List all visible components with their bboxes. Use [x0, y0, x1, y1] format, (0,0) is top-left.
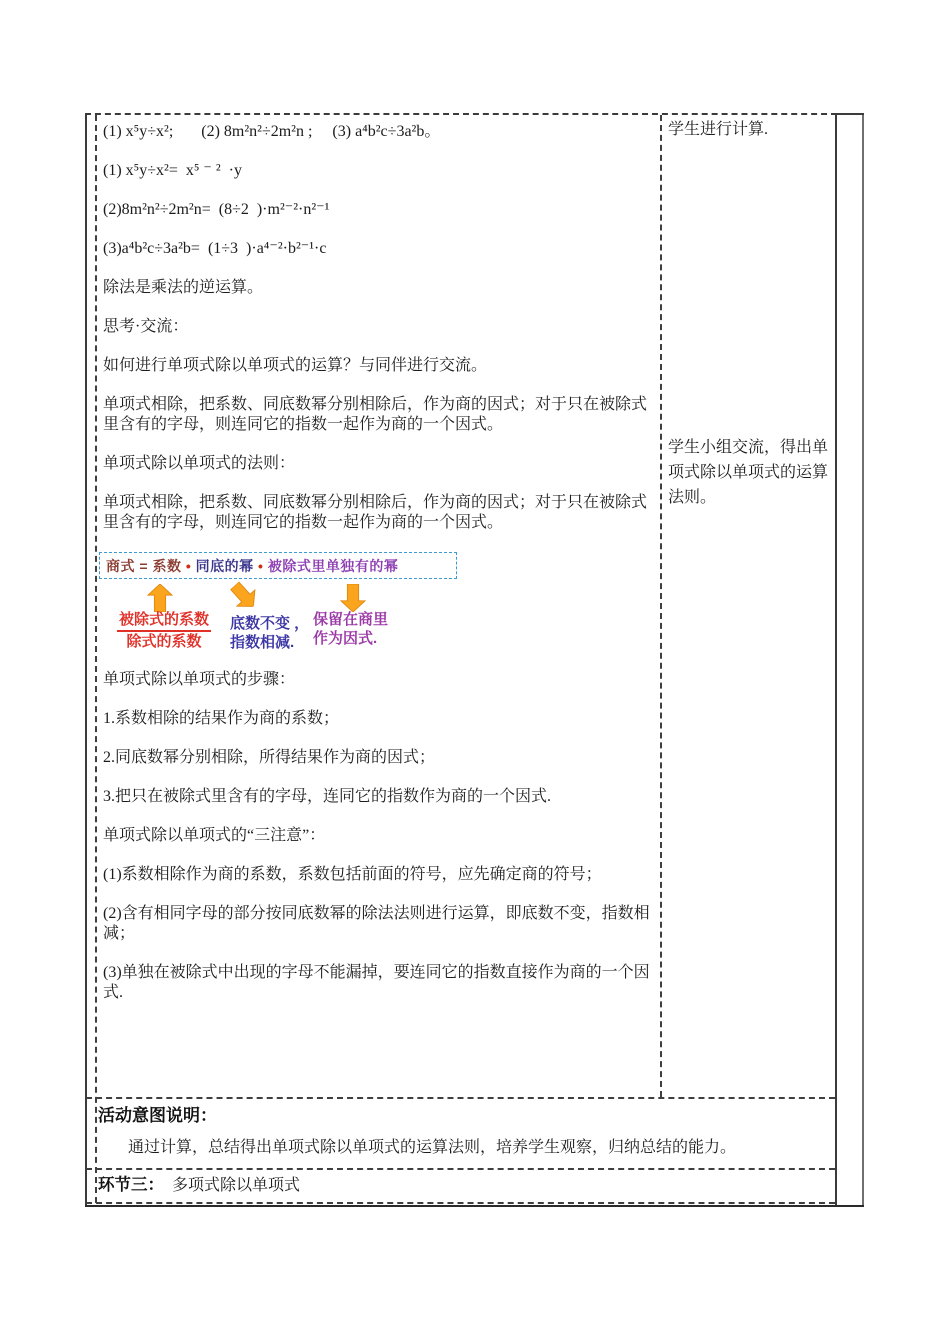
think-discuss-heading: 思考·交流： [103, 318, 189, 335]
teacher-note-calculation: 学生进行计算. [668, 121, 769, 138]
exercise-list: (1) x⁵y÷x²; (2) 8m²n²÷2m²n ; (3) a⁴b²c÷3a²b。 [103, 123, 441, 140]
formula-bullet-1: • [181, 558, 196, 574]
step-2: 2.同底数幂分别相除，所得结果作为商的因式； [103, 749, 436, 766]
step-3: 3.把只在被除式里含有的字母，连同它的指数作为商的一个因式. [103, 788, 552, 805]
table-border-left [85, 113, 87, 1207]
section-three-title: 多项式除以单项式 [172, 1177, 301, 1194]
lesson-content-cell [103, 122, 659, 1022]
keep-in-quotient-label-line1: 保留在商里 [313, 611, 389, 628]
steps-heading: 单项式除以单项式的步骤： [103, 671, 296, 688]
quotient-formula-diagram [103, 552, 659, 654]
lesson-plan-table [85, 113, 865, 1207]
base-exponent-label-line2: 指数相减. [230, 634, 295, 651]
diagonal-arrow-icon [225, 577, 263, 615]
section-three-label: 环节三： [98, 1176, 164, 1194]
solution-1: (1) x⁵y÷x²= x⁵ ⁻ ² ·y [103, 162, 242, 179]
keep-in-quotient-label-line2: 作为因式. [313, 630, 378, 647]
step-1: 1.系数相除的结果作为商的系数； [103, 710, 340, 727]
keep-in-quotient-label [313, 610, 388, 648]
formula-bullet-2: • [253, 558, 268, 574]
row-separator-activity [86, 1097, 835, 1099]
formula-box [99, 552, 457, 579]
discussion-question: 如何进行单项式除以单项式的运算？与同伴进行交流。 [103, 357, 488, 374]
table-border-notes-right [835, 113, 837, 1205]
base-exponent-label-line1: 底数不变 ， [230, 615, 310, 632]
fraction-denominator: 除式的系数 [126, 633, 202, 650]
teacher-note-group-discussion: 学生小组交流，得出单项式除以单项式的运算法则。 [668, 439, 829, 506]
fraction-numerator: 被除式的系数 [117, 610, 211, 632]
table-border-bottom [85, 1205, 864, 1207]
cell-separator-dashed [660, 115, 662, 1097]
activity-intent-heading: 活动意图说明： [98, 1106, 217, 1125]
rule-heading: 单项式除以单项式的法则： [103, 455, 296, 472]
row-separator-section3 [86, 1168, 835, 1170]
caution-2: (2)含有相同字母的部分按同底数幂的除法法则进行运算，即底数不变，指数相减； [103, 905, 650, 942]
formula-segment-samebase: 同底的幂 [195, 558, 254, 574]
table-border-top-right-solid [835, 113, 864, 115]
rule-statement-repeat: 单项式相除，把系数、同底数幂分别相除后，作为商的因式；对于只在被除式里含有的字母，则连同它的指数一起作为商的一个因式。 [103, 494, 648, 531]
table-border-inner-left-dashed [95, 115, 97, 1203]
base-exponent-label [230, 614, 309, 652]
solution-2: (2)8m²n²÷2m²n= (8÷2 )·m²⁻²·n²⁻¹ [103, 201, 330, 218]
up-arrow-icon [147, 584, 173, 612]
solution-3: (3)a⁴b²c÷3a²b= (1÷3 )·a⁴⁻²·b²⁻¹·c [103, 240, 327, 257]
table-border-right [862, 113, 864, 1207]
down-arrow-icon [340, 584, 366, 612]
formula-segment-quotient: 商式 = 系数 [106, 558, 182, 574]
caution-1: (1)系数相除作为商的系数，系数包括前面的符号，应先确定商的符号； [103, 866, 602, 883]
activity-intent-body: 通过计算，总结得出单项式除以单项式的运算法则，培养学生观察，归纳总结的能力。 [128, 1139, 737, 1156]
table-border-top-dashed [85, 113, 837, 115]
section-three-row [98, 1174, 300, 1197]
statement-inverse-operation: 除法是乘法的逆运算。 [103, 279, 264, 296]
coefficient-fraction-label [117, 610, 211, 651]
formula-segment-dividend-only: 被除式里单独有的幂 [267, 558, 399, 574]
row-separator-bottom-dashed [86, 1202, 835, 1204]
rule-statement: 单项式相除，把系数、同底数幂分别相除后，作为商的因式；对于只在被除式里含有的字母，则连同它的指数一起作为商的一个因式。 [103, 396, 648, 433]
caution-3: (3)单独在被除式中出现的字母不能漏掉，要连同它的指数直接作为商的一个因式. [103, 964, 650, 1001]
three-cautions-heading: 单项式除以单项式的“三注意”： [103, 827, 326, 844]
